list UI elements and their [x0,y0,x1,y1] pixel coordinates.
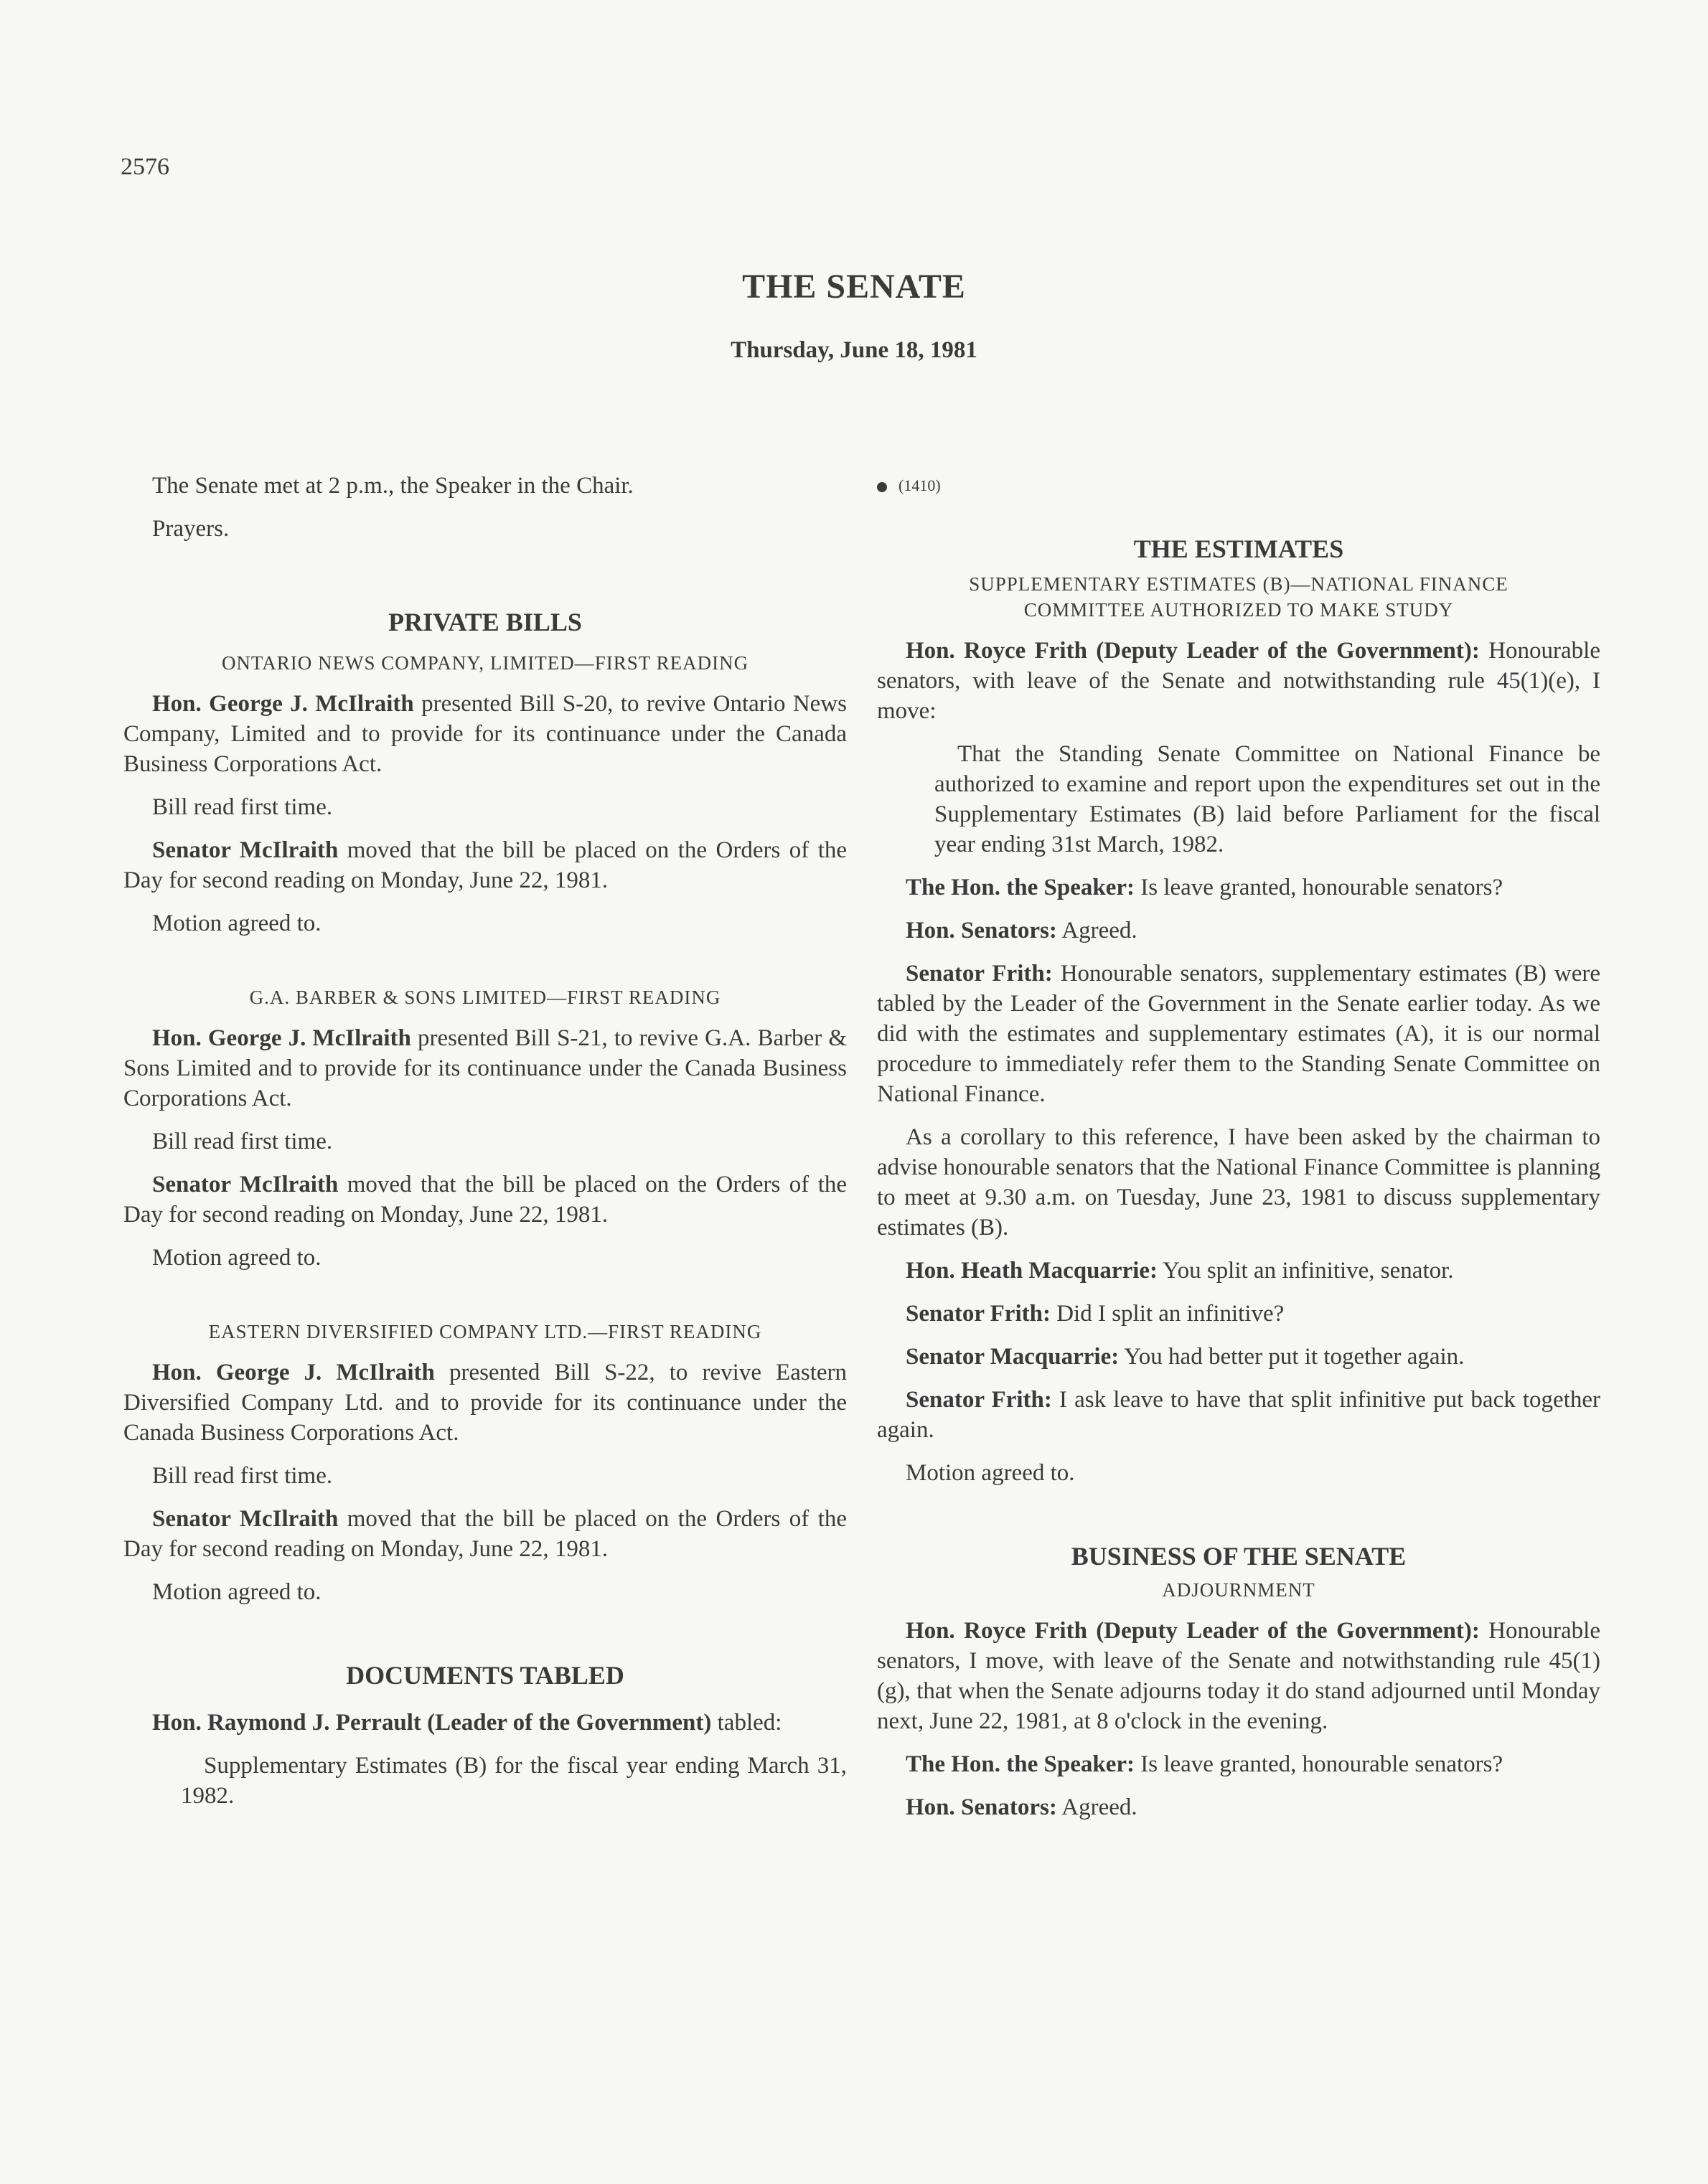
motion-quote: That the Standing Senate Committee on National Finance be authorized to examine and report upon the expenditures set out in the Supplementary Estimates (B) laid before Parliament for the fiscal year ending 31st March, 1982. [934,741,1600,857]
eastern-subheading: EASTERN DIVERSIFIED COMPANY LTD.—FIRST READING [208,1321,762,1342]
speaker-name: Hon. Senators: [906,1794,1057,1820]
speaker-name: Senator McIlraith [152,1172,339,1197]
speaker-name: Hon. George J. McIlraith [152,1360,435,1385]
left-column [123,471,847,1824]
senators-agreed [877,916,1600,946]
barber-agreed: Motion agreed to. [152,1245,322,1271]
speech-text: presented Bill S-20, to revive Ontario News Company, Limited and to provide for its continuance under the Canada Business Corporations Act. [123,691,847,777]
speaker-name: The Hon. the Speaker: [906,1751,1135,1777]
speech-text: Is leave granted, honourable senators? [1135,875,1503,900]
eastern-agreed: Motion agreed to. [152,1579,322,1605]
speech-text: You had better put it together again. [1119,1344,1465,1370]
speaker-name: The Hon. the Speaker: [906,875,1135,900]
page-title: THE SENATE [742,268,966,306]
speech-text: I ask leave to have that split infinitive put back together again. [877,1387,1600,1443]
eastern-motion [123,1504,847,1564]
speaker-question [877,872,1600,903]
speaker-name: Senator McIlraith [152,1506,339,1532]
speech-text: moved that the bill be placed on the Orders of the Day for second reading on Monday, June 22, 1981. [123,1506,848,1562]
speaker-name: Senator Frith: [906,961,1053,987]
ontario-read: Bill read first time. [152,794,333,820]
prayers: Prayers. [152,516,230,542]
frith-statement [877,959,1600,1109]
speaker-name: Hon. Heath Macquarrie: [906,1258,1158,1284]
speech-text: Did I split an infinitive? [1050,1301,1285,1327]
sitting-date: Thursday, June 18, 1981 [731,337,977,363]
barber-presentation [123,1023,847,1114]
speech-text: Honourable senators, with leave of the Senate and notwithstanding rule 45(1)(e), I move: [877,638,1600,724]
frith-question [877,1299,1600,1329]
speaker-name: Hon. Senators: [906,918,1057,943]
speech-text: presented Bill S-21, to revive G.A. Barber & Sons Limited and to provide for its continuance under the Canada Business Corporations Act. [123,1025,847,1111]
macquarrie-remark [877,1256,1600,1286]
speaker-name: Senator Frith: [906,1387,1052,1413]
opening-statement: The Senate met at 2 p.m., the Speaker in the Chair. [152,473,634,499]
speaker-name: Hon. Raymond J. Perrault (Leader of the Government) [152,1710,712,1736]
speech-text: Agreed. [1056,918,1137,943]
speech-text: Honourable senators, supplementary estimates (B) were tabled by the Leader of the Government in the Senate earlier today. As we did with the estimates and supplementary estimates (A), it is our normal procedure to immediately refer them to the Standing Senate Committee on National Finance. [877,961,1601,1107]
speaker-name: Senator McIlraith [152,837,339,863]
estimates-heading: THE ESTIMATES [1133,535,1344,563]
tabled-document: Supplementary Estimates (B) for the fiscal year ending March 31, 1982. [181,1753,847,1809]
speech-text: You split an infinitive, senator. [1158,1258,1454,1284]
estimates-subheading: SUPPLEMENTARY ESTIMATES (B)—NATIONAL FINANCE COMMITTEE AUTHORIZED TO MAKE STUDY [969,573,1508,621]
speech-text: moved that the bill be placed on the Orders of the Day for second reading on Monday, June 22, 1981. [123,1172,848,1228]
frith-motion-intro [877,636,1600,726]
barber-subheading: G.A. BARBER & SONS LIMITED—FIRST READING [249,987,721,1008]
frith-leave [877,1385,1600,1445]
speech-text: Is leave granted, honourable senators? [1135,1751,1503,1777]
speaker-question-2 [877,1749,1600,1779]
corollary-paragraph: As a corollary to this reference, I have been asked by the chairman to advise honourable senators that the National Finance Committee is planning to meet at 9.30 a.m. on Tuesday, June 23, 1981 to discuss supplementary estimates (B). [877,1124,1600,1241]
speech-text: tabled: [711,1710,782,1736]
adjournment-motion [877,1616,1600,1736]
senators-agreed-2 [877,1792,1600,1822]
speaker-name: Hon. Royce Frith (Deputy Leader of the Government): [906,638,1480,664]
private-bills-heading: PRIVATE BILLS [388,608,582,636]
eastern-read: Bill read first time. [152,1463,333,1489]
barber-motion [123,1169,847,1230]
barber-read: Bill read first time. [152,1129,333,1154]
documents-tabled [123,1708,847,1738]
time-marker: (1410) [877,471,1600,501]
speech-text: presented Bill S-22, to revive Eastern Diversified Company Ltd. and to provide for its continuance under the Canada Business Corporations Act. [123,1360,848,1446]
page-number: 2576 [121,154,169,180]
bullet-icon [877,482,887,492]
ontario-subheading: ONTARIO NEWS COMPANY, LIMITED—FIRST READING [221,652,749,674]
speech-text: moved that the bill be placed on the Orders of the Day for second reading on Monday, June 22, 1981. [123,837,848,893]
ontario-motion [123,835,847,895]
speech-text: Honourable senators, I move, with leave of the Senate and notwithstanding rule 45(1)(g), that when the Senate adjourns today it do stand adjourned until Monday next, June 22, 1981, at 8 o'clock in the evening. [877,1618,1600,1734]
business-subheading: ADJOURNMENT [1162,1579,1315,1601]
right-column [877,471,1600,1835]
business-heading: BUSINESS OF THE SENATE [1071,1542,1407,1571]
speaker-name: Senator Macquarrie: [906,1344,1120,1370]
macquarrie-reply [877,1342,1600,1372]
ontario-presentation [123,689,847,779]
speaker-name: Senator Frith: [906,1301,1051,1327]
ontario-agreed: Motion agreed to. [152,910,322,936]
eastern-presentation [123,1357,847,1448]
estimates-agreed: Motion agreed to. [906,1460,1075,1486]
speaker-name: Hon. Royce Frith (Deputy Leader of the Government): [906,1618,1480,1644]
documents-heading: DOCUMENTS TABLED [346,1661,624,1690]
speaker-name: Hon. George J. McIlraith [152,691,414,717]
speech-text: Agreed. [1056,1794,1137,1820]
speaker-name: Hon. George J. McIlraith [152,1025,411,1051]
